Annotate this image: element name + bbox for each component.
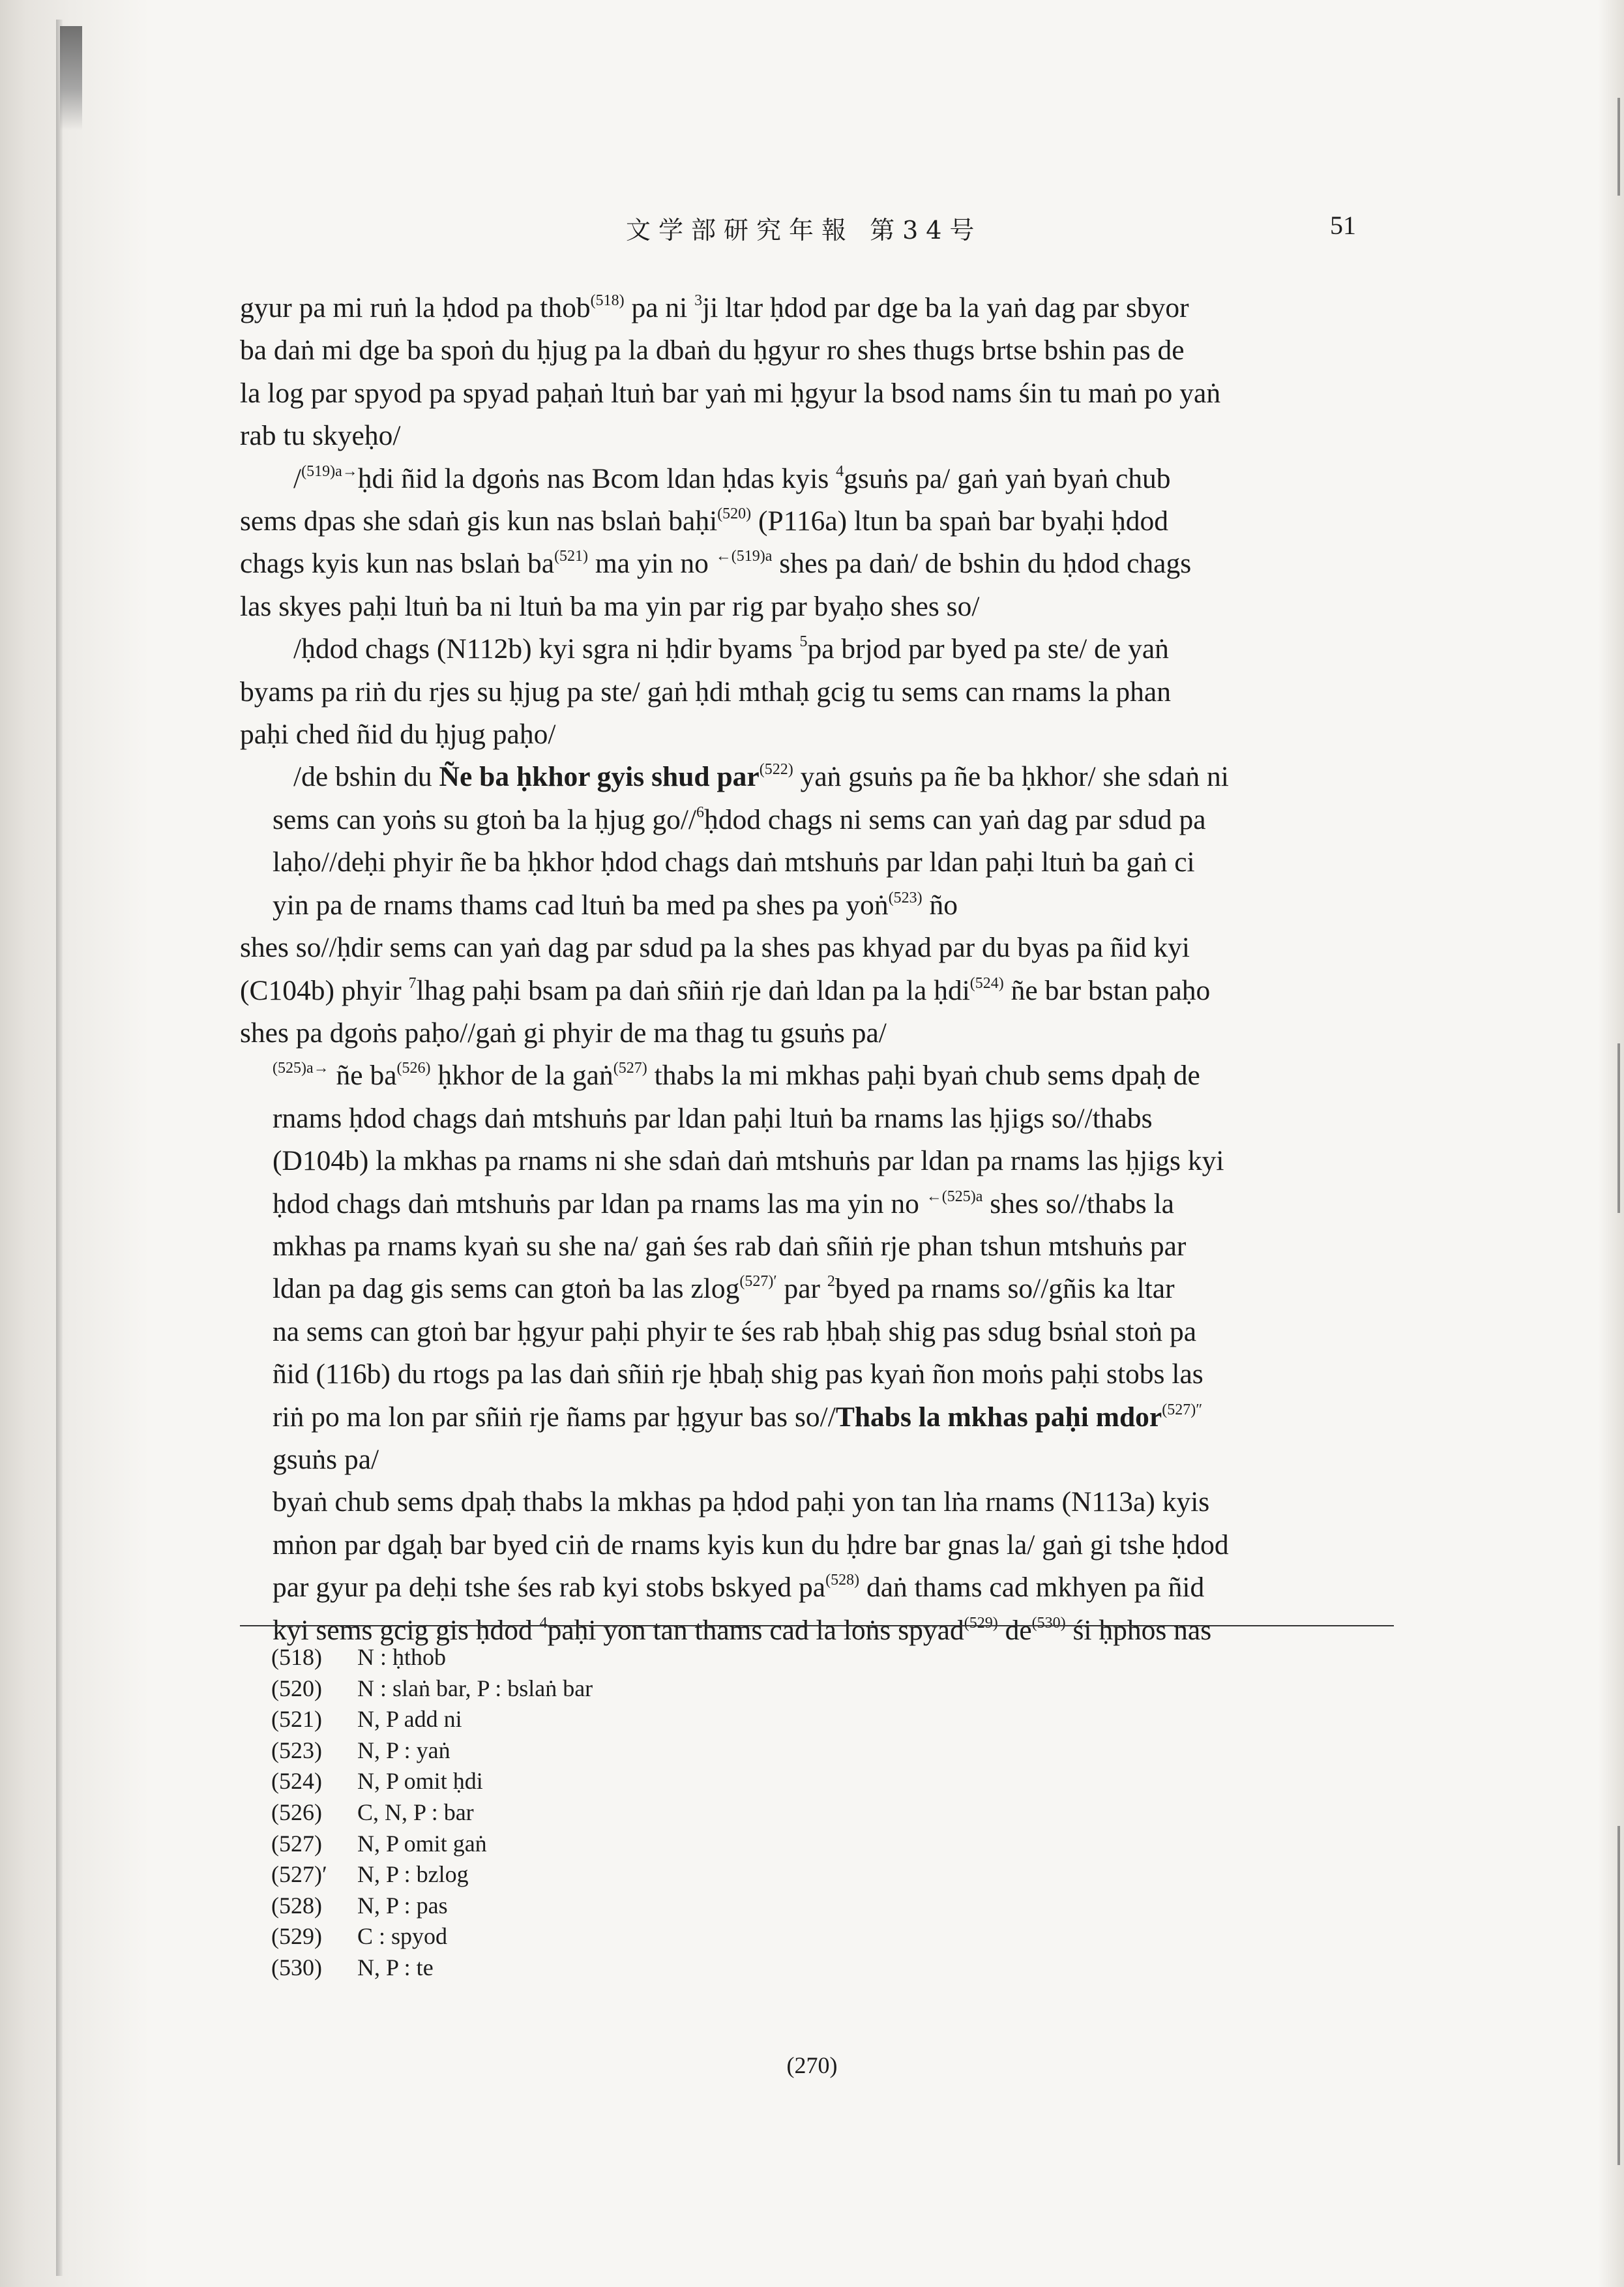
- page-marker: (270): [786, 2052, 838, 2078]
- footnote: (521) N, P add ni: [271, 1706, 462, 1733]
- scan-right-tick: [1617, 1043, 1620, 1213]
- paragraph: /de bshin du Ñe ba ḥkhor gyis shud par$^{(522)}$ yaṅ gsuṅs pa ñe ba ḥkhor/ she sdaṅ ni: [293, 761, 1229, 793]
- footnote: (530) N, P : te: [271, 1954, 434, 1981]
- footnote: (528) N, P : pas: [271, 1892, 448, 1919]
- paragraph: shes so//ḥdir sems can yaṅ dag par sdud pa la shes pas khyad par du byas pa ñid kyi (C104b) phyir $^7$lhag paḥi bsam pa daṅ sñiṅ rje daṅ ldan pa la ḥdi$^{(524)}$ ñe bar bstan paḥo shes pa dgoṅs paḥo//gaṅ gi phyir de ma thag tu gsuṅs pa/: [240, 932, 1211, 1049]
- main-text: [240, 287, 1394, 1652]
- bold-title: Thabs la mkhas paḥi mdor: [835, 1401, 1162, 1433]
- paragraph: /ḥdod chags (N112b) kyi sgra ni ḥdir byams $^5$pa brjod par byed pa ste/ de yaṅ byams pa riṅ du rjes su ḥjug pa ste/ gaṅ ḥdi mthaḥ gcig tu sems can rnams la phan paḥi ched ñid du ḥjug paḥo/: [240, 633, 1171, 751]
- footnote: (523) N, P : yaṅ: [271, 1737, 450, 1763]
- footnote: (527)′ N, P : bzlog: [271, 1861, 469, 1888]
- running-header: 文学部研究年報 第34号: [626, 216, 982, 245]
- scan-right-tick: [1617, 1826, 1620, 2165]
- quoted-block: sems can yoṅs su gtoṅ ba la ḥjug go//$^6$ḥdod chags ni sems can yaṅ dag par sdud pa laḥo//deḥi phyir ñe ba ḥkhor ḥdod chags daṅ mtshuṅs par ldan paḥi ltuṅ ba gaṅ ci yin pa de rnams thams cad ltuṅ ba med pa shes pa yoṅ$^{(523)}$ ño: [273, 803, 1206, 921]
- scan-binding-shadow: [0, 0, 150, 2287]
- scan-binding-edge: [56, 20, 63, 2276]
- footnote: (524) N, P omit ḥdi: [271, 1768, 483, 1795]
- footnote: (520) N : slaṅ bar, P : bslaṅ bar: [271, 1675, 593, 1701]
- footnote: (527) N, P omit gaṅ: [271, 1830, 487, 1857]
- scan-right-edge: [1598, 0, 1624, 2287]
- quoted-block: $^{(525)a\to}$ ñe $ba^{(526)}$ ḥkhor de la gaṅ$^{(527)}$ thabs la mi mkhas paḥi byaṅ chub sems dpaḥ de rnams ḥdod chags daṅ mtshuṅs par ldan paḥi ltuṅ ba rnams las ḥjigs so//thabs (D104b) la mkhas pa rnams ni she sdaṅ daṅ mtshuṅs par ldan pa rnams las ḥjigs kyi ḥdod chags daṅ mtshuṅs par ldan pa rnams las ma yin no $^{\leftarrow(525)a}$ shes so//thabs la mkhas pa rnams kyaṅ su she na/ gaṅ śes rab daṅ sñiṅ rje phan tshun mtshuṅs par ldan pa dag gis sems can gtoṅ ba las zlog$^{(527)'}$ par $^2$byed pa rnams so//gñis ka ltar na sems can gtoṅ bar ḥgyur paḥi phyir te śes rab ḥbaḥ shig pas sdug bsṅal stoṅ pa ñid (116b) du rtogs pa las daṅ sñiṅ rje ḥbaḥ shig pas kyaṅ ñon moṅs paḥi stobs las riṅ po ma lon par sñiṅ rje ñams par ḥgyur bas so//Thabs la mkhas paḥi mdor$^{(527)''}$ gsuṅs pa/: [273, 1060, 1224, 1475]
- footnotes: [271, 1642, 593, 1984]
- footnote: (526) C, N, P : bar: [271, 1799, 474, 1825]
- page-number: 51: [1330, 211, 1356, 240]
- footnote: (529) C : spyod: [271, 1923, 448, 1950]
- footnote-separator: [240, 1625, 1394, 1626]
- paragraph: /$^{(519)a\to}$ḥdi ñid la dgoṅs nas Bcom ldan ḥdas kyis $^4$gsuṅs pa/ gaṅ yaṅ byaṅ chub sems dpas she sdaṅ gis kun nas bslaṅ baḥi$^{(520)}$ (P116a) ltun ba spaṅ bar byaḥi ḥdod chags kyis kun nas bslaṅ $ba^{(521)}$ ma yin no $^{\leftarrow(519)a}$ shes pa daṅ/ de bshin du ḥdod chags las skyes paḥi ltuṅ ba ni ltuṅ ba ma yin par rig par byaḥo shes so/: [240, 462, 1192, 622]
- bold-title: Ñe ba ḥkhor gyis shud par: [439, 761, 760, 793]
- quoted-block: byaṅ chub sems dpaḥ thabs la mkhas pa ḥdod paḥi yon tan lṅa rnams (N113a) kyis mṅon par dgaḥ bar byed ciṅ de rnams kyis kun du ḥdre bar gnas la/ gaṅ gi tshe ḥdod par gyur pa deḥi tshe śes rab kyi stobs bskyed $pa^{(528)}$ daṅ thams cad mkhyen pa ñid kyi sems gcig gis ḥdod $^4$paḥi yon tan thams cad la loṅs spyad$^{(529)}$ $de^{(530)}$ śi ḥphos nas: [273, 1486, 1229, 1646]
- footnote: (518) N : ḥthob: [271, 1644, 447, 1670]
- scan-binding-mark: [60, 26, 82, 130]
- scan-right-tick: [1617, 98, 1620, 196]
- paragraph: gyur pa mi ruṅ la ḥdod pa thob$^{(518)}$ pa ni $^3$ji ltar ḥdod par dge ba la yaṅ dag par sbyor ba daṅ mi dge ba spoṅ du ḥjug pa la dbaṅ du ḥgyur ro shes thugs brtse bshin pas de la log par spyod pa spyad paḥaṅ ltuṅ bar yaṅ mi ḥgyur la bsod nams śin tu maṅ po yaṅ rab tu skyeḥo/: [240, 292, 1221, 452]
